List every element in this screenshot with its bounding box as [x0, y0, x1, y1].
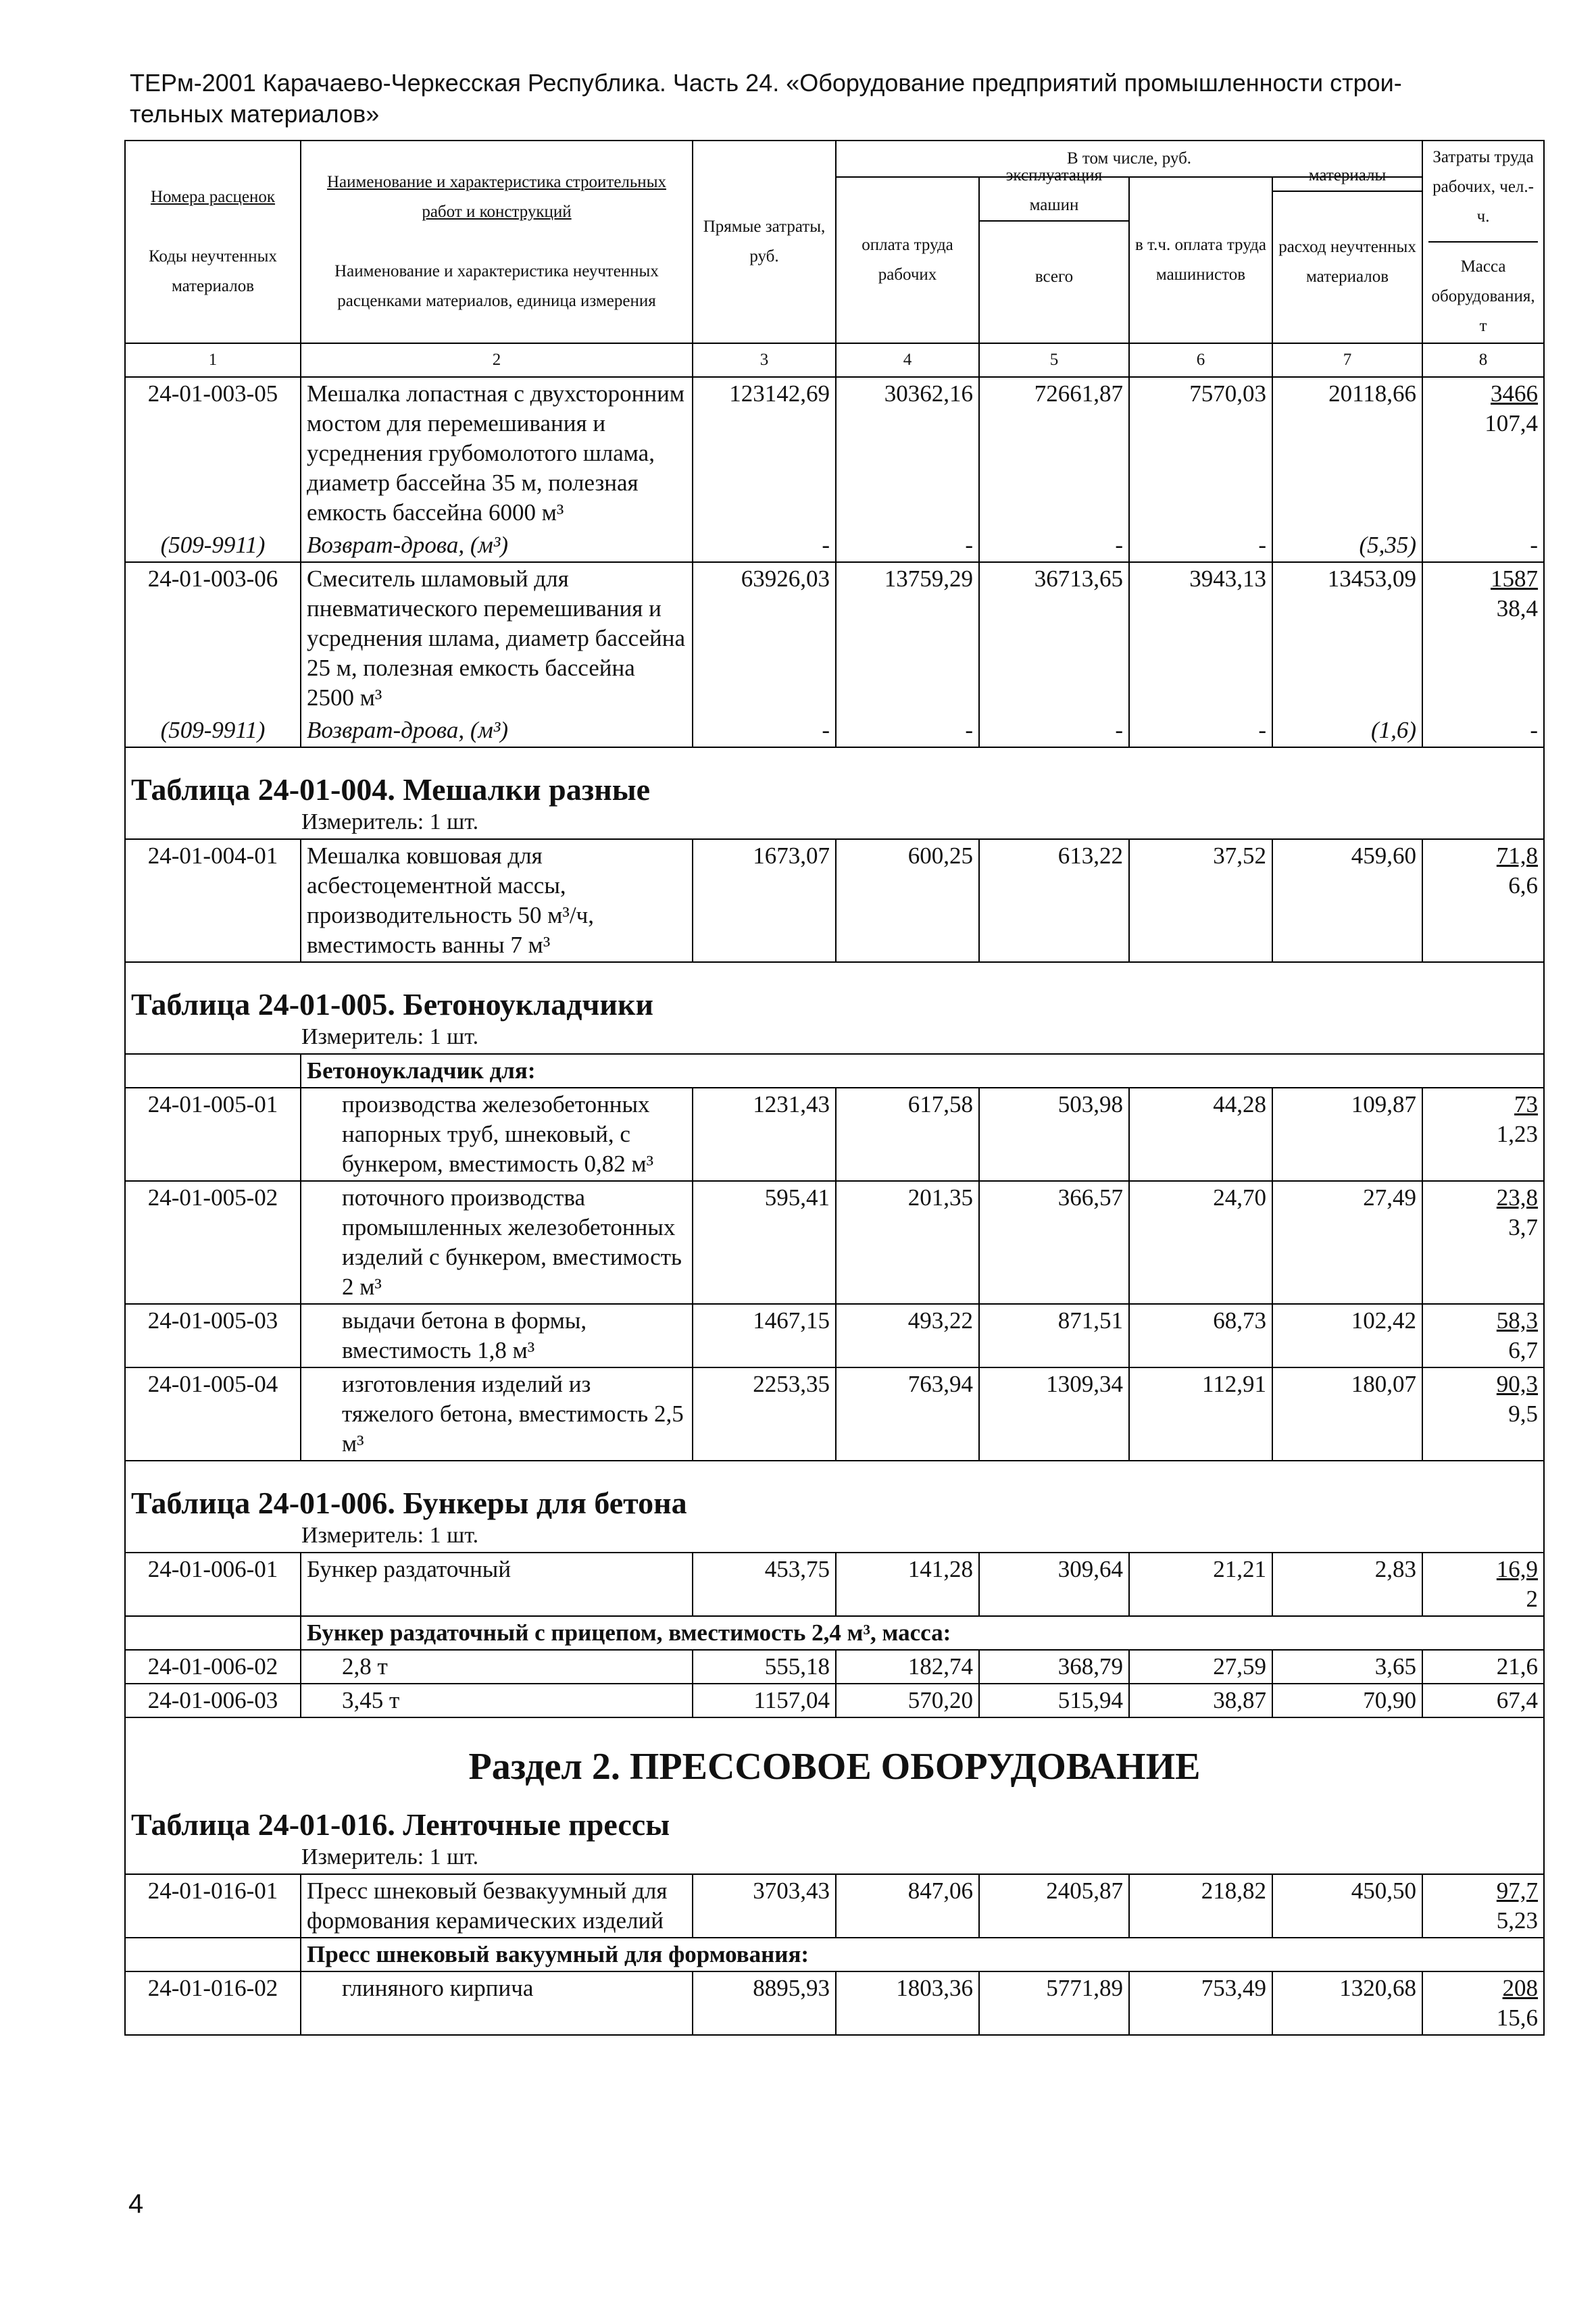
- group-label-005: Бетоноукладчик для:: [301, 1054, 1544, 1088]
- table-cell: -: [979, 529, 1129, 562]
- table-cell: 63926,03: [693, 562, 836, 714]
- cell-text: расход неучтенных материалов: [1278, 238, 1416, 286]
- table-cell: 24-01-005-04: [125, 1367, 301, 1461]
- cell-text: 2: [1526, 1586, 1539, 1612]
- table-cell: 102,42: [1272, 1304, 1422, 1367]
- header-line-2: тельных материалов»: [130, 100, 380, 128]
- table-cell: Мешалка лопастная с двухсторонним мостом для перемешивания и усреднения грубомолотого шлама, диаметр бассейна 35 м, полезная емкость бассейна 6000 м³: [301, 377, 693, 529]
- table-cell: -: [1422, 714, 1544, 747]
- table-cell: 871,51: [979, 1304, 1129, 1367]
- table-cell: 595,41: [693, 1181, 836, 1304]
- table-row: [125, 1367, 1544, 1461]
- table-cell: [1422, 1367, 1544, 1461]
- table-cell: 24,70: [1129, 1181, 1272, 1304]
- group-label-006: Бункер раздаточный с прицепом, вместимость 2,4 м³, масса:: [301, 1616, 1544, 1650]
- table-cell: 5771,89: [979, 1971, 1129, 2035]
- meter-label: [125, 1519, 1544, 1553]
- cell-text: 107,4: [1485, 410, 1539, 436]
- table-row: [125, 1181, 1544, 1304]
- col-num-5: 5: [979, 343, 1129, 377]
- table-cell: 459,60: [1272, 839, 1422, 962]
- table-cell: 72661,87: [979, 377, 1129, 529]
- cell-text: 9,5: [1508, 1401, 1539, 1427]
- table-cell: 3943,13: [1129, 562, 1272, 714]
- page-number: 4: [128, 2189, 144, 2219]
- rates-table: [124, 140, 1545, 2036]
- table-cell: 24-01-003-06: [125, 562, 301, 714]
- table-cell: производства железобетонных напорных труб, шнековый, с бункером, вместимость 0,82 м³: [301, 1088, 693, 1181]
- cell-text: Номера расценок: [150, 188, 276, 206]
- table-cell: Возврат-дрова, (м³): [301, 529, 693, 562]
- table-cell: 24-01-016-01: [125, 1874, 301, 1938]
- table-cell: 515,94: [979, 1684, 1129, 1717]
- table-row: [125, 529, 1544, 562]
- table-cell: 1320,68: [1272, 1971, 1422, 2035]
- cell-text: 38,4: [1496, 595, 1539, 622]
- table-cell: 109,87: [1272, 1088, 1422, 1181]
- table-cell: [1422, 1874, 1544, 1938]
- table-cell: 1231,43: [693, 1088, 836, 1181]
- table-cell: 3,65: [1272, 1650, 1422, 1684]
- table-cell: Смеситель шламовый для пневматического перемешивания и усреднения шлама, диаметр бассейна 25 м, полезная емкость бассейна 2500 м³: [301, 562, 693, 714]
- table-cell: 8895,93: [693, 1971, 836, 2035]
- table-cell: 37,52: [1129, 839, 1272, 962]
- col-header-mach-total: [979, 166, 1129, 343]
- table-cell: -: [1129, 529, 1272, 562]
- table-cell: 180,07: [1272, 1367, 1422, 1461]
- table-cell: 24-01-006-01: [125, 1553, 301, 1616]
- cell-text: Наименование и характеристика строительных работ и конструкций: [326, 173, 666, 221]
- col-header-codes: [125, 141, 301, 343]
- table-cell: 13453,09: [1272, 562, 1422, 714]
- table-cell: Пресс шнековый безвакуумный для формования керамических изделий: [301, 1874, 693, 1938]
- table-row: [125, 1874, 1544, 1938]
- group-label-016: Пресс шнековый вакуумный для формования:: [301, 1938, 1544, 1971]
- col-num-8: 8: [1422, 343, 1544, 377]
- table-cell: 13759,29: [836, 562, 979, 714]
- table-cell: 30362,16: [836, 377, 979, 529]
- table-row: [125, 839, 1544, 962]
- table-title-004: Таблица 24-01-004. Мешалки разные: [125, 747, 1544, 806]
- table-cell: -: [693, 529, 836, 562]
- table-cell: 20118,66: [1272, 377, 1422, 529]
- table-cell: 450,50: [1272, 1874, 1422, 1938]
- table-cell: Бункер раздаточный: [301, 1553, 693, 1616]
- cell-text: всего: [1034, 268, 1074, 286]
- table-row: [125, 1553, 1544, 1616]
- col-header-incl: В том числе, руб.: [836, 141, 1422, 177]
- table-cell: 3703,43: [693, 1874, 836, 1938]
- table-cell: 763,94: [836, 1367, 979, 1461]
- table-cell: (5,35): [1272, 529, 1422, 562]
- table-cell: [125, 1938, 301, 1971]
- table-cell: 847,06: [836, 1874, 979, 1938]
- table-cell: [1422, 1304, 1544, 1367]
- table-row: [125, 1650, 1544, 1684]
- section-title-part-2: Раздел 2. ПРЕССОВОЕ ОБОРУДОВАНИЕ: [125, 1717, 1544, 1783]
- col-num-4: 4: [836, 343, 979, 377]
- table-cell: 21,21: [1129, 1553, 1272, 1616]
- table-cell: [1422, 562, 1544, 714]
- table-cell: 24-01-006-03: [125, 1684, 301, 1717]
- table-cell: выдачи бетона в формы, вместимость 1,8 м³: [301, 1304, 693, 1367]
- table-cell: 38,87: [1129, 1684, 1272, 1717]
- table-cell: 67,4: [1422, 1684, 1544, 1717]
- cell-text: Затраты труда рабочих, чел.-ч.: [1432, 148, 1534, 226]
- table-cell: 1157,04: [693, 1684, 836, 1717]
- table-cell: 753,49: [1129, 1971, 1272, 2035]
- table-cell: 24-01-005-01: [125, 1088, 301, 1181]
- table-row: [125, 1088, 1544, 1181]
- table-row: [125, 714, 1544, 747]
- col-header-direct: Прямые затраты, руб.: [693, 141, 836, 343]
- table-cell: -: [836, 714, 979, 747]
- cell-text: 90,3: [1496, 1371, 1539, 1397]
- table-cell: 2253,35: [693, 1367, 836, 1461]
- cell-text: 71,8: [1496, 842, 1539, 869]
- table-cell: поточного производства промышленных железобетонных изделий с бункером, вместимость 2 м³: [301, 1181, 693, 1304]
- table-cell: 2,8 т: [301, 1650, 693, 1684]
- table-cell: 2405,87: [979, 1874, 1129, 1938]
- table-cell: 503,98: [979, 1088, 1129, 1181]
- table-cell: -: [979, 714, 1129, 747]
- cell-text: материалы: [1273, 161, 1422, 192]
- table-cell: 123142,69: [693, 377, 836, 529]
- cell-text: Масса оборудования, т: [1431, 257, 1535, 335]
- table-cell: (509-9911): [125, 529, 301, 562]
- col-header-name: [301, 141, 693, 343]
- table-cell: [1422, 1971, 1544, 2035]
- table-cell: 3,45 т: [301, 1684, 693, 1717]
- table-row: [125, 377, 1544, 529]
- table-title-005: Таблица 24-01-005. Бетоноукладчики: [125, 962, 1544, 1021]
- table-cell: 366,57: [979, 1181, 1129, 1304]
- cell-text: 23,8: [1496, 1184, 1539, 1211]
- table-cell: 1803,36: [836, 1971, 979, 2035]
- cell-text: 3466: [1491, 380, 1539, 407]
- col-num-3: 3: [693, 343, 836, 377]
- table-cell: глиняного кирпича: [301, 1971, 693, 2035]
- cell-text: 6,7: [1508, 1337, 1539, 1363]
- table-cell: 141,28: [836, 1553, 979, 1616]
- table-cell: 218,82: [1129, 1874, 1272, 1938]
- table-cell: [1422, 1181, 1544, 1304]
- table-cell: -: [693, 714, 836, 747]
- table-cell: изготовления изделий из тяжелого бетона, вместимость 2,5 м³: [301, 1367, 693, 1461]
- table-cell: 1673,07: [693, 839, 836, 962]
- table-cell: 27,59: [1129, 1650, 1272, 1684]
- document-header: [130, 68, 1481, 130]
- col-num-2: 2: [301, 343, 693, 377]
- cell-text: 5,23: [1496, 1907, 1539, 1934]
- table-title-016: Таблица 24-01-016. Ленточные прессы: [125, 1783, 1544, 1841]
- cell-text: Измеритель: 1 шт.: [301, 1523, 479, 1548]
- table-cell: 24-01-004-01: [125, 839, 301, 962]
- table-cell: [125, 1054, 301, 1088]
- cell-text: Измеритель: 1 шт.: [301, 809, 479, 834]
- cell-text: 58,3: [1496, 1307, 1539, 1334]
- cell-text: Наименование и характеристика неучтенных расценками материалов, единица измерения: [334, 262, 659, 310]
- table-cell: 24-01-003-05: [125, 377, 301, 529]
- table-cell: [1422, 839, 1544, 962]
- cell-text: Измеритель: 1 шт.: [301, 1844, 479, 1869]
- table-cell: -: [1422, 529, 1544, 562]
- table-cell: 617,58: [836, 1088, 979, 1181]
- header-line-1: ТЕРм-2001 Карачаево-Черкесская Республика. Часть 24. «Оборудование предприятий промышленности строи-: [130, 69, 1402, 97]
- table-cell: Мешалка ковшовая для асбестоцементной массы, производительность 50 м³/ч, вместимость ванны 7 м³: [301, 839, 693, 962]
- cell-text: 97,7: [1496, 1878, 1539, 1904]
- col-header-materials: [1272, 166, 1422, 343]
- table-cell: Возврат-дрова, (м³): [301, 714, 693, 747]
- table-title-006: Таблица 24-01-006. Бункеры для бетона: [125, 1461, 1544, 1519]
- table-cell: -: [1129, 714, 1272, 747]
- table-cell: 555,18: [693, 1650, 836, 1684]
- cell-text: 15,6: [1496, 2005, 1539, 2031]
- table-cell: 24-01-016-02: [125, 1971, 301, 2035]
- cell-text: эксплуатация машин: [980, 161, 1128, 222]
- cell-text: 1587: [1491, 565, 1539, 592]
- table-cell: 44,28: [1129, 1088, 1272, 1181]
- table-cell: (509-9911): [125, 714, 301, 747]
- col-num-7: 7: [1272, 343, 1422, 377]
- table-cell: 7570,03: [1129, 377, 1272, 529]
- table-row: [125, 562, 1544, 714]
- cell-text: 3,7: [1508, 1214, 1539, 1240]
- table-cell: [1422, 1553, 1544, 1616]
- table-cell: 27,49: [1272, 1181, 1422, 1304]
- meter-label: [125, 1021, 1544, 1054]
- table-cell: 368,79: [979, 1650, 1129, 1684]
- table-cell: 1467,15: [693, 1304, 836, 1367]
- table-cell: 24-01-005-02: [125, 1181, 301, 1304]
- table-cell: 309,64: [979, 1553, 1129, 1616]
- table-cell: 24-01-005-03: [125, 1304, 301, 1367]
- table-cell: 2,83: [1272, 1553, 1422, 1616]
- table-row: [125, 1304, 1544, 1367]
- cell-text: Измеритель: 1 шт.: [301, 1024, 479, 1049]
- table-cell: 493,22: [836, 1304, 979, 1367]
- table-cell: 112,91: [1129, 1367, 1272, 1461]
- col-header-labor-pay: оплата труда рабочих: [836, 177, 979, 343]
- cell-text: 1,23: [1496, 1121, 1539, 1147]
- table-cell: 24-01-006-02: [125, 1650, 301, 1684]
- cell-text: 208: [1502, 1975, 1539, 2001]
- table-cell: 182,74: [836, 1650, 979, 1684]
- table-cell: [125, 1616, 301, 1650]
- table-cell: [1422, 1088, 1544, 1181]
- cell-text: 16,9: [1496, 1556, 1539, 1582]
- cell-text: 6,6: [1508, 872, 1539, 899]
- table-cell: [1422, 377, 1544, 529]
- cell-text: 73: [1514, 1091, 1539, 1117]
- col-header-mach-labor: в т.ч. оплата труда машинистов: [1129, 177, 1272, 343]
- cell-text: Коды неучтенных материалов: [149, 247, 277, 295]
- col-num-6: 6: [1129, 343, 1272, 377]
- table-cell: 201,35: [836, 1181, 979, 1304]
- table-cell: 570,20: [836, 1684, 979, 1717]
- table-cell: 21,6: [1422, 1650, 1544, 1684]
- table-cell: 453,75: [693, 1553, 836, 1616]
- table-cell: 600,25: [836, 839, 979, 962]
- table-cell: 36713,65: [979, 562, 1129, 714]
- meter-label: [125, 806, 1544, 839]
- table-cell: 70,90: [1272, 1684, 1422, 1717]
- col-num-1: 1: [125, 343, 301, 377]
- table-cell: 613,22: [979, 839, 1129, 962]
- table-row: [125, 1684, 1544, 1717]
- table-cell: (1,6): [1272, 714, 1422, 747]
- table-cell: 68,73: [1129, 1304, 1272, 1367]
- table-row: [125, 1971, 1544, 2035]
- meter-label: [125, 1841, 1544, 1874]
- col-header-labor-mass: [1422, 141, 1544, 343]
- table-cell: 1309,34: [979, 1367, 1129, 1461]
- table-cell: -: [836, 529, 979, 562]
